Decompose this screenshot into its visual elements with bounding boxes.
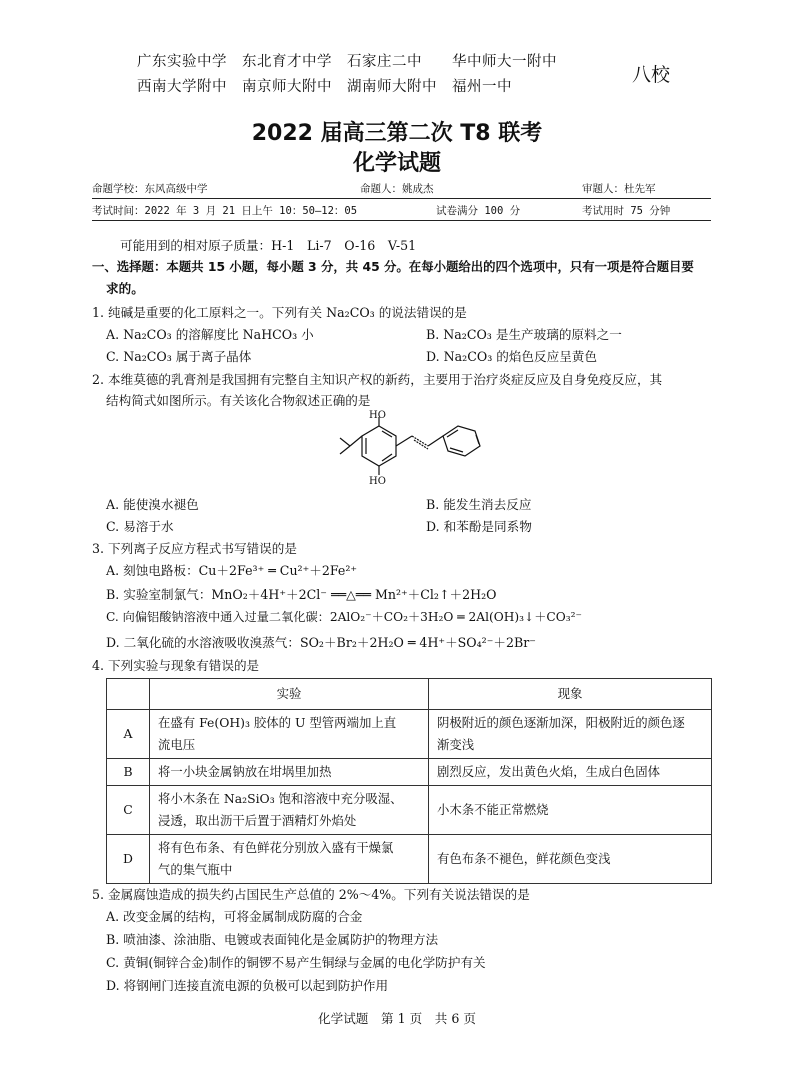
schools-row-1: 广东实验中学 东北育才中学 石家庄二中 华中师大一附中 [137,54,557,70]
row-phenomenon [429,786,712,835]
reviewer-name: 审题人：杜先军 [582,183,656,195]
q2-stem-line1: 2. 本维莫德的乳膏剂是我国拥有完整自主知识产权的新药，主要用于治疗炎症反应及自身免疫反应，其 [92,372,663,387]
q2-option-b: B. 能发生消去反应 [426,497,532,512]
q5-option-c: C. 黄铜(铜锌合金)制作的铜锣不易产生铜绿与金属的电化学防护有关 [106,955,486,970]
table-row [107,710,712,759]
row-phenomenon [429,710,712,759]
table-row [107,835,712,884]
q2-option-d: D. 和苯酚是同系物 [426,519,532,534]
row-experiment [150,786,429,835]
page-footer: 化学试题 第 1 页 共 6 页 [318,1011,476,1026]
table-row [107,759,712,786]
q3-stem: 3. 下列离子反应方程式书写错误的是 [92,541,297,556]
row-label: B [107,759,150,786]
meta-divider [92,198,711,199]
section-heading: 一、选择题：本题共 15 小题，每小题 3 分，共 45 分。在每小题给出的四个选项中，只有一项是符合题目要 [92,259,694,274]
q1-stem: 1. 纯碱是重要的化工原料之一。下列有关 Na₂CO₃ 的说法错误的是 [92,305,467,320]
q1-option-b: B. Na₂CO₃ 是生产玻璃的原料之一 [426,327,622,342]
experiment-text: 将有色布条、有色鲜花分别放入盛有干燥氯 [158,840,394,855]
row-phenomenon [429,759,712,786]
experiment-text: 将小木条在 Na₂SiO₃ 饱和溶液中充分吸湿、 [158,791,403,806]
table-header-blank [107,679,150,710]
experiment-text: 流电压 [158,737,196,752]
experiment-table [106,678,712,884]
exam-time: 考试时间：2022 年 3 月 21 日上午 10：50—12：05 [92,205,358,217]
q3-option-b: B. 实验室制氯气：MnO₂＋4H⁺＋2Cl⁻ ══△══ Mn²⁺＋Cl₂↑＋2H₂O [106,587,497,602]
hydroxyl-top-label: HO [369,410,386,421]
full-score: 试卷满分 100 分 [436,205,521,217]
row-phenomenon [429,835,712,884]
exam-title: 2022 届高三第二次 T8 联考 [251,121,543,146]
experiment-text: 浸透，取出沥干后置于酒精灯外焰处 [158,813,357,828]
exam-duration: 考试用时 75 分钟 [582,205,671,217]
q5-stem: 5. 金属腐蚀造成的损失约占国民生产总值的 2%～4%。下列有关说法错误的是 [92,887,530,902]
eight-schools-label: 八校 [632,64,671,86]
phenomenon-text: 渐变浅 [437,737,475,752]
hydroxyl-bottom-label: HO [369,476,386,487]
q2-option-a: A. 能使溴水褪色 [106,497,199,512]
q1-option-c: C. Na₂CO₃ 属于离子晶体 [106,349,252,364]
setter-name: 命题人：姚成杰 [360,183,434,195]
col-header-phenomenon: 现象 [429,679,712,710]
row-experiment [150,835,429,884]
q5-option-a: A. 改变金属的结构，可将金属制成防腐的合金 [106,909,363,924]
phenomenon-text: 有色布条不褪色，鲜花颜色变浅 [437,851,611,866]
table-row [107,786,712,835]
q5-option-d: D. 将钢闸门连接直流电源的负极可以起到防护作用 [106,978,389,993]
q5-option-b: B. 喷油漆、涂油脂、电镀或表面钝化是金属防护的物理方法 [106,932,439,947]
phenomenon-text: 小木条不能正常燃烧 [437,802,549,817]
q4-stem: 4. 下列实验与现象有错误的是 [92,658,260,673]
q2-option-c: C. 易溶于水 [106,519,174,534]
phenomenon-text: 剧烈反应，发出黄色火焰，生成白色固体 [437,764,661,779]
q2-stem-line2: 结构简式如图所示。有关该化合物叙述正确的是 [106,393,371,408]
phenomenon-text: 阴极附近的颜色逐渐加深，阳极附近的颜色逐 [437,715,685,730]
meta-divider-bottom [92,220,711,221]
experiment-text: 在盛有 Fe(OH)₃ 胶体的 U 型管两端加上直 [158,715,397,730]
q3-option-d: D. 二氧化硫的水溶液吸收溴蒸气：SO₂＋Br₂＋2H₂O ═ 4H⁺＋SO₄²⁻＋2Br⁻ [106,635,536,650]
structure-diagram [330,406,490,492]
subject-title: 化学试题 [352,151,441,176]
atomic-masses: 可能用到的相对原子质量：H-1 Li-7 O-16 V-51 [120,238,417,253]
setter-school: 命题学校：东风高级中学 [92,183,208,195]
row-label: D [107,835,150,884]
schools-row-2: 西南大学附中 南京师大附中 湖南师大附中 福州一中 [137,79,512,95]
q1-option-d: D. Na₂CO₃ 的焰色反应呈黄色 [426,349,597,364]
row-experiment [150,710,429,759]
experiment-text: 将一小块金属钠放在坩埚里加热 [158,764,332,779]
row-label: C [107,786,150,835]
table-header-row [107,679,712,710]
q1-option-a: A. Na₂CO₃ 的溶解度比 NaHCO₃ 小 [106,327,314,342]
q3-option-a: A. 刻蚀电路板：Cu＋2Fe³⁺ ═ Cu²⁺＋2Fe²⁺ [106,563,358,578]
section-heading-cont: 求的。 [106,281,144,296]
col-header-experiment: 实验 [150,679,429,710]
row-experiment [150,759,429,786]
experiment-text: 气的集气瓶中 [158,862,233,877]
row-label: A [107,710,150,759]
q3-option-c: C. 向偏铝酸钠溶液中通入过量二氧化碳：2AlO₂⁻＋CO₂＋3H₂O ═ 2Al(OH)₃↓＋CO₃²⁻ [106,610,582,624]
